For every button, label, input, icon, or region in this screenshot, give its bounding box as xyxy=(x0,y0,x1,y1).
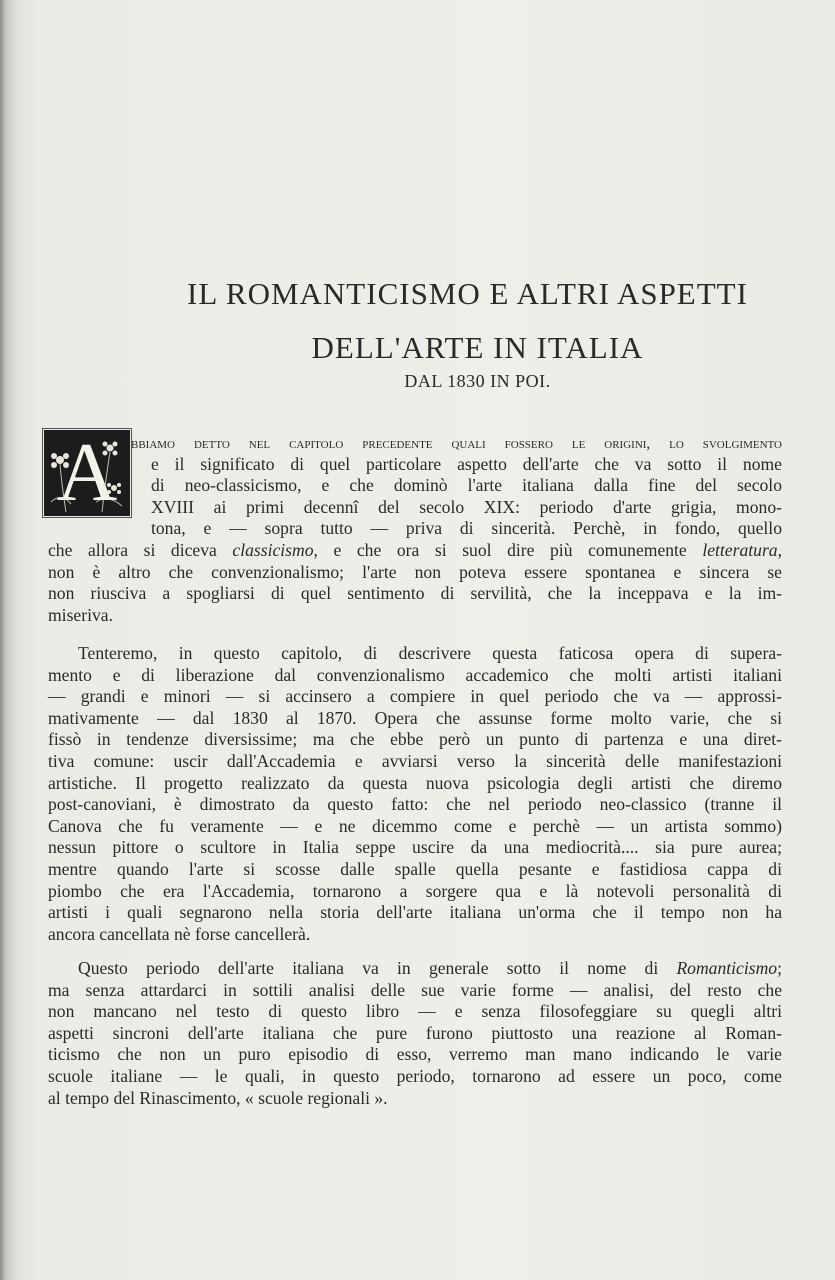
text-line: fissò in tendenze diversissime; ma che ebbe però un punto di partenza e una diret- xyxy=(48,729,782,750)
chapter-subtitle: DAL 1830 IN POI. xyxy=(404,371,551,391)
text-line: mentre quando l'arte si scosse dalle spalle quella pesante e fastidiosa cappa di xyxy=(48,858,782,879)
text-line: tiva comune: uscir dall'Accademia e avviarsi verso la sincerità delle manifestazioni xyxy=(48,750,782,771)
italic-term: classicismo xyxy=(232,539,314,560)
text-line: miseriva. xyxy=(48,604,113,625)
text-line: ma senza attardarci in sottili analisi delle sue varie forme — analisi, del resto che xyxy=(48,979,782,1000)
text-line: non mancano nel testo di questo libro — e senza filosofeggiare su quegli altri xyxy=(48,1001,782,1022)
text-line: artisti i quali segnarono nella storia dell'arte italiana un'orma che il tempo non ha xyxy=(48,902,782,923)
text-line: Questo periodo dell'arte italiana va in generale sotto il nome di Romanticismo; xyxy=(78,958,782,978)
text-line: Tenteremo, in questo capitolo, di descrivere questa faticosa opera di supera- xyxy=(78,643,782,663)
text-line: nessun pittore o scultore in Italia seppe uscire da una mediocrità.... sia pure aurea; xyxy=(48,837,782,858)
text-line: Canova che fu veramente — e ne dicemmo come e perchè — un artista sommo) xyxy=(48,815,782,836)
paragraph-1 xyxy=(48,426,782,626)
text-line: non è altro che convenzionalismo; l'arte non poteva essere spontanea e sincera se xyxy=(48,561,782,582)
text-line: XVIII ai primi decennî del secolo XIX: periodo d'arte grigia, mono- xyxy=(151,496,782,517)
text-line: scuole italiane — le quali, in questo periodo, tornarono ad essere un poco, come xyxy=(48,1065,782,1086)
text-line: al tempo del Rinascimento, « scuole regionali ». xyxy=(48,1087,388,1108)
text-line: ticismo che non un puro episodio di esso, verremo man mano indicando le varie xyxy=(48,1044,782,1065)
text-line: tona, e — sopra tutto — priva di sincerità. Perchè, in fondo, quello xyxy=(151,518,782,539)
text-line: mativamente — dal 1830 al 1870. Opera che assunse forme molto varie, che si xyxy=(48,707,782,728)
text-line: artistiche. Il progetto realizzato da questa nuova psicologia degli artisti che diremo xyxy=(48,772,782,793)
paragraph-3 xyxy=(48,958,782,1109)
chapter-title-line2: DELL'ARTE IN ITALIA xyxy=(311,330,644,365)
text-line: di neo-classicismo, e che dominò l'arte italiana dalla fine del secolo xyxy=(151,475,782,496)
text-line: e il significato di quel particolare aspetto dell'arte che va sotto il nome xyxy=(151,453,782,474)
text-line: che allora si diceva classicismo, e che ora si suol dire più comunemente letteratura, xyxy=(48,539,782,560)
text-line: bbiamo detto nel capitolo precedente quali fossero le origini, lo svolgimento xyxy=(131,436,782,452)
text-line: — grandi e minori — si accinsero a compiere in quel periodo che va — approssi- xyxy=(48,686,782,707)
text-line: ancora cancellata nè forse cancellerà. xyxy=(48,923,311,944)
text-line: piombo che era l'Accademia, tornarono a sorgere qua e là notevoli personalità di xyxy=(48,880,782,901)
text-line: aspetti sincroni dell'arte italiana che pure furono piuttosto una reazione al Roman- xyxy=(48,1022,782,1043)
chapter-title-line1: IL ROMANTICISMO E ALTRI ASPETTI xyxy=(187,276,748,311)
text-line: non riusciva a spogliarsi di quel sentimento di servilità, che la inceppava e la im- xyxy=(48,583,782,604)
drop-cap-letter: A xyxy=(56,426,118,519)
text-line: post-canoviani, è dimostrato da questo fatto: che nel periodo neo-classico (tranne il xyxy=(48,794,782,815)
paragraph-2 xyxy=(48,643,782,945)
italic-term: Romanticismo xyxy=(676,958,778,978)
text-line: mento e di liberazione dal convenzionalismo accademico che molti artisti italiani xyxy=(48,664,782,685)
italic-term: letteratura xyxy=(702,539,778,560)
